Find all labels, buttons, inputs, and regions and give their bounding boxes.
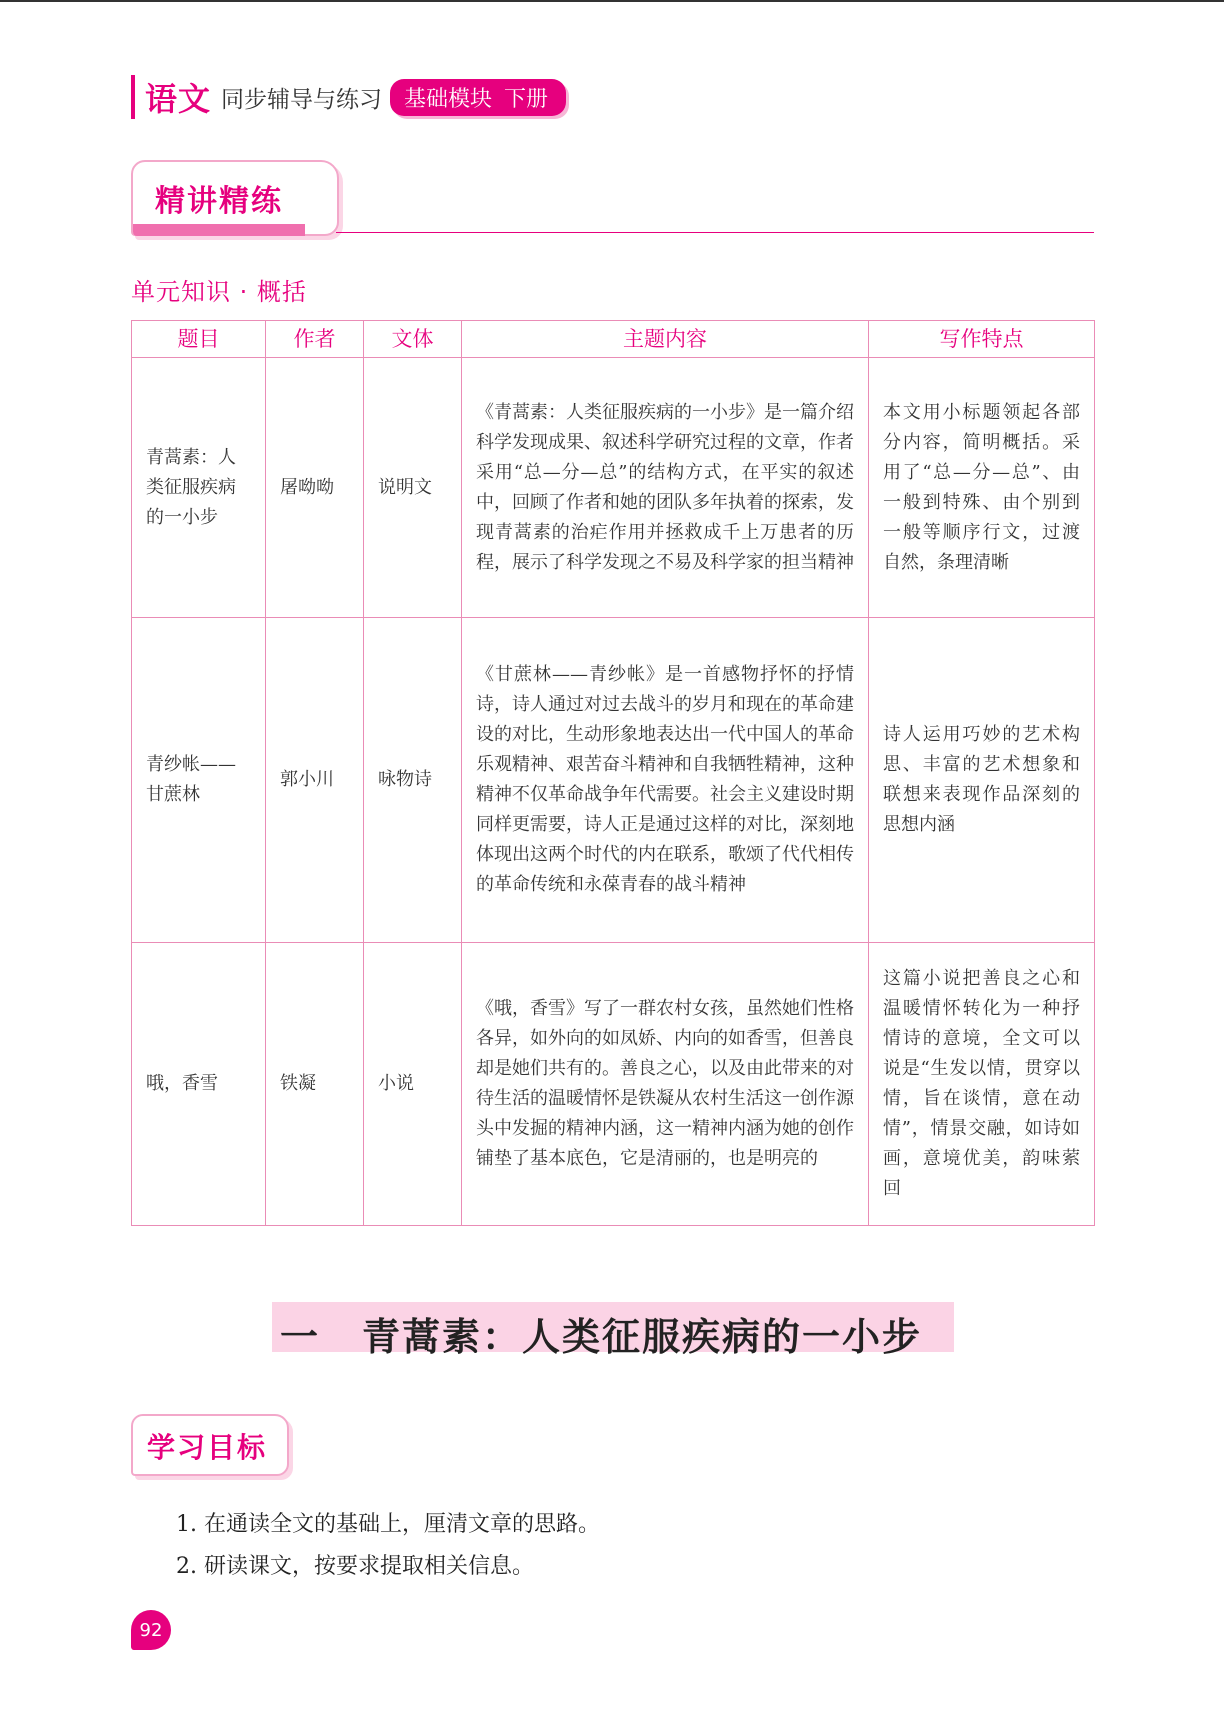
header-accent-bar: [131, 75, 135, 119]
table-header-row: [132, 321, 1095, 358]
cell-feature: 这篇小说把善良之心和温暖情怀转化为一种抒情诗的意境，全文可以说是“生发以情，贯穿以情，旨在谈情，意在动情”，情景交融，如诗如画，意境优美，韵味萦回: [869, 943, 1095, 1226]
objectives-tab: [131, 1414, 289, 1476]
table-row: [132, 943, 1095, 1226]
cell-title: 哦，香雪: [132, 943, 266, 1226]
cell-genre: 说明文: [364, 358, 462, 618]
cell-author: 屠呦呦: [266, 358, 364, 618]
top-rule: [0, 0, 1224, 2]
column-header-title: 题目: [132, 321, 266, 358]
header-module-badge: [390, 79, 566, 116]
column-header-feature: 写作特点: [869, 321, 1095, 358]
page-number: 92: [131, 1610, 171, 1650]
unit-heading: 单元知识 · 概括: [131, 278, 307, 306]
header-series: 同步辅导与练习: [221, 86, 383, 113]
header-module: 基础模块: [404, 86, 493, 112]
column-header-theme: 主题内容: [462, 321, 869, 358]
lesson-number: 一: [280, 1314, 319, 1359]
header-volume: 下册: [504, 86, 549, 112]
unit-summary-table: [131, 320, 1095, 1226]
cell-title: 青纱帐——甘蔗林: [132, 618, 266, 943]
list-item: 1. 在通读全文的基础上，厘清文章的思路。: [176, 1512, 600, 1537]
section-rule: [336, 232, 1094, 233]
column-header-author: 作者: [266, 321, 364, 358]
column-header-genre: 文体: [364, 321, 462, 358]
list-item: 2. 研读课文，按要求提取相关信息。: [176, 1554, 534, 1579]
objectives-list: [176, 1504, 600, 1588]
cell-author: 郭小川: [266, 618, 364, 943]
lesson-title: 青蒿素：人类征服疾病的一小步: [362, 1314, 923, 1359]
section-tab: [131, 160, 339, 236]
cell-feature: 本文用小标题领起各部分内容，简明概括。采用了“总—分—总”、由一般到特殊、由个别到一般等顺序行文，过渡自然，条理清晰: [869, 358, 1095, 618]
cell-title: 青蒿素：人类征服疾病的一小步: [132, 358, 266, 618]
table-row: [132, 358, 1095, 618]
cell-theme: 《哦，香雪》写了一群农村女孩，虽然她们性格各异，如外向的如凤娇、内向的如香雪，但善良却是她们共有的。善良之心，以及由此带来的对待生活的温暖情怀是铁凝从农村生活这一创作源头中发掘的精神内涵，这一精神内涵为她的创作铺垫了基本底色，它是清丽的，也是明亮的: [462, 943, 869, 1226]
table-row: [132, 618, 1095, 943]
section-title: 精讲精练: [155, 184, 283, 219]
cell-genre: 咏物诗: [364, 618, 462, 943]
cell-author: 铁凝: [266, 943, 364, 1226]
cell-theme: 《甘蔗林——青纱帐》是一首感物抒怀的抒情诗，诗人通过对过去战斗的岁月和现在的革命建设的对比，生动形象地表达出一代中国人的革命乐观精神、艰苦奋斗精神和自我牺牲精神，这种精神不仅革命战争年代需要。社会主义建设时期同样更需要，诗人正是通过这样的对比，深刻地体现出这两个时代的内在联系，歌颂了代代相传的革命传统和永葆青春的战斗精神: [462, 618, 869, 943]
section-tab-underline: [133, 224, 305, 236]
cell-feature: 诗人运用巧妙的艺术构思、丰富的艺术想象和联想来表现作品深刻的思想内涵: [869, 618, 1095, 943]
running-header: [131, 76, 566, 118]
header-subject: 语文: [145, 80, 212, 118]
cell-theme: 《青蒿素：人类征服疾病的一小步》是一篇介绍科学发现成果、叙述科学研究过程的文章，作者采用“总—分—总”的结构方式，在平实的叙述中，回顾了作者和她的团队多年执着的探索，发现青蒿素的治疟作用并拯救成千上万患者的历程，展示了科学发现之不易及科学家的担当精神: [462, 358, 869, 618]
cell-genre: 小说: [364, 943, 462, 1226]
objectives-title: 学习目标: [147, 1431, 268, 1464]
lesson-title-banner: [272, 1302, 954, 1359]
